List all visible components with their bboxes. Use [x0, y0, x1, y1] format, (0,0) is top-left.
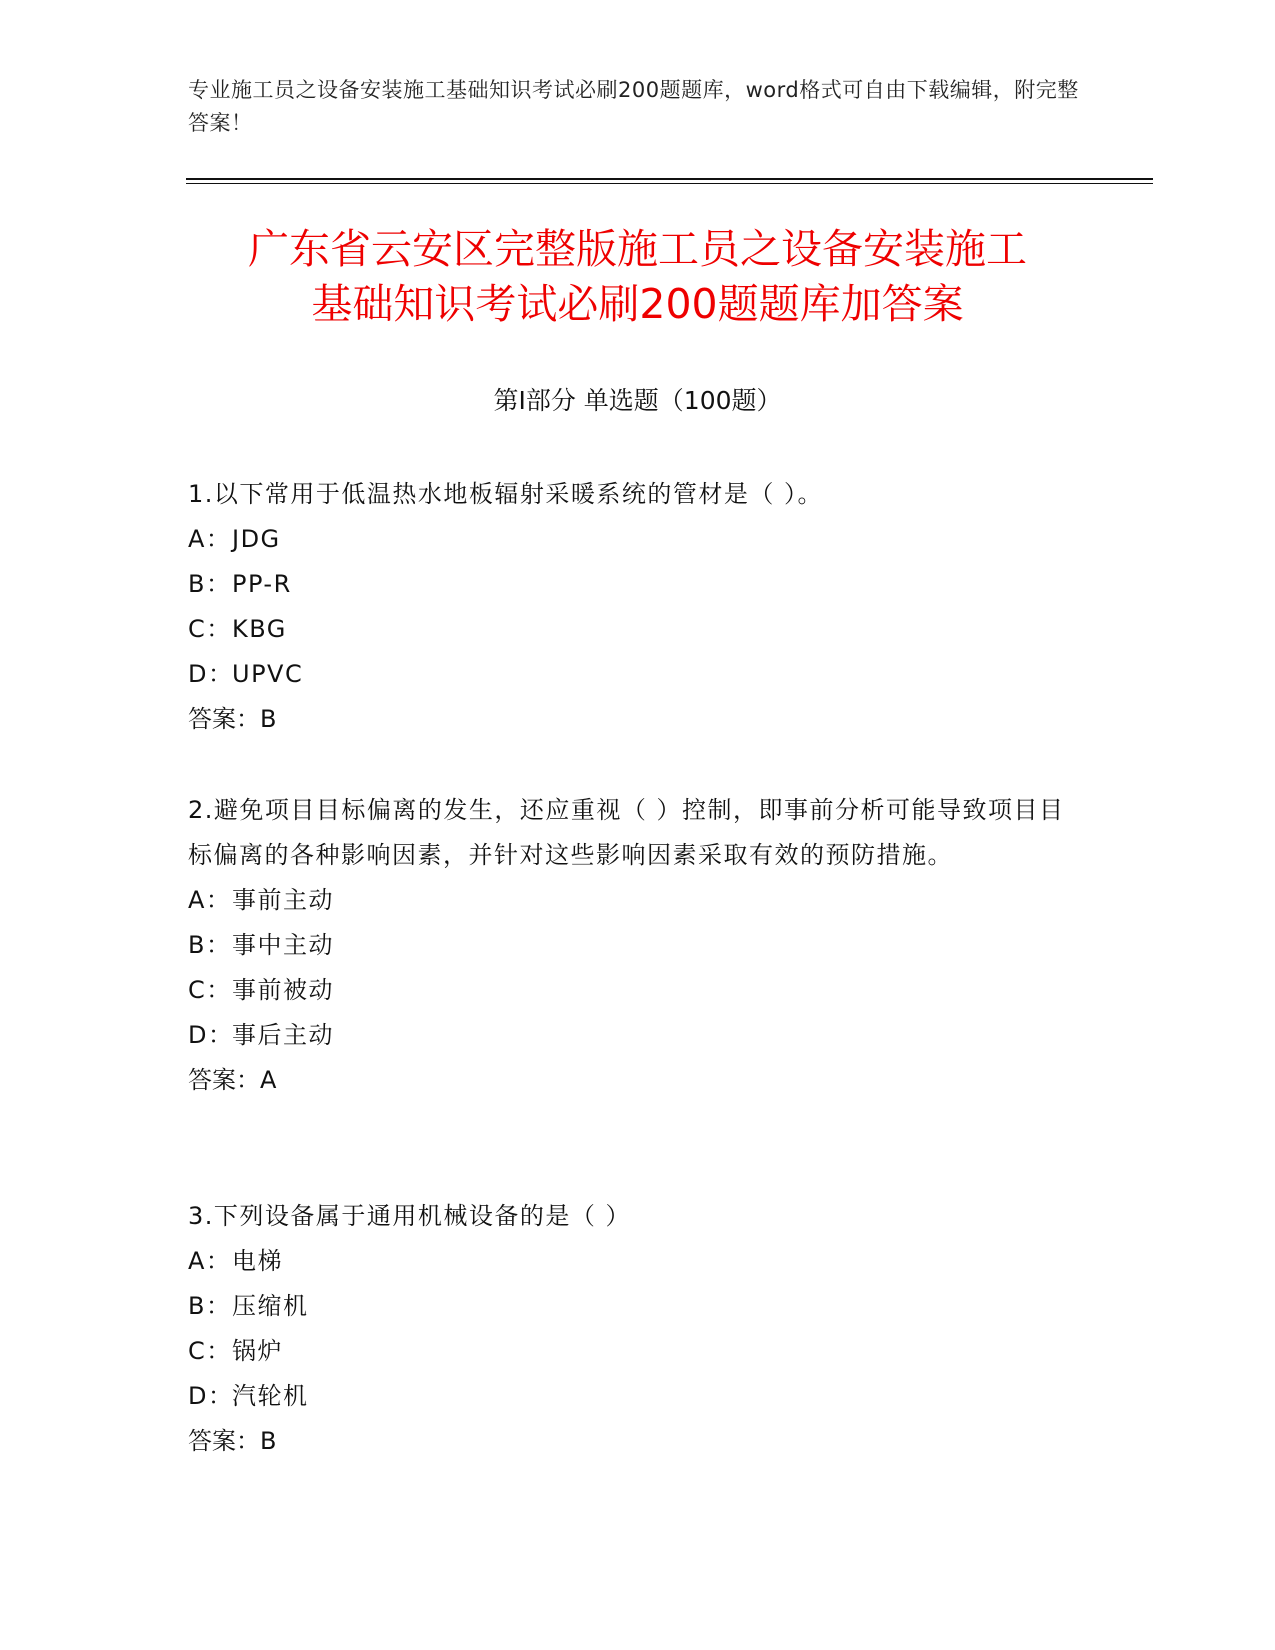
option-letter: D：: [188, 660, 234, 688]
option-text: 压缩机: [232, 1292, 309, 1320]
option-text: KBG: [232, 615, 287, 643]
option-text: 汽轮机: [232, 1382, 309, 1410]
question-option-d: [188, 1374, 1088, 1419]
option-letter: A：: [188, 525, 232, 553]
option-text: 事中主动: [232, 931, 334, 959]
option-letter: D：: [188, 1382, 234, 1410]
option-letter: B：: [188, 931, 232, 959]
question-stem: 1.以下常用于低温热水地板辐射采暖系统的管材是（ ）。: [188, 480, 824, 508]
option-text: 事前被动: [232, 976, 334, 1004]
option-text: 锅炉: [232, 1337, 283, 1365]
option-letter: C：: [188, 976, 232, 1004]
header-divider-thin: [186, 183, 1153, 184]
section-heading: 第Ⅰ部分 单选题（100题）: [493, 386, 782, 415]
question-option-a: [188, 878, 1088, 923]
header-divider-thick: [186, 178, 1153, 180]
option-text: 事后主动: [232, 1021, 334, 1049]
option-letter: A：: [188, 886, 232, 914]
question-option-c: [188, 607, 1088, 652]
option-text: 电梯: [232, 1247, 283, 1275]
question-answer: 答案：B: [188, 1427, 277, 1455]
question-option-d: [188, 1013, 1088, 1058]
option-letter: C：: [188, 1337, 232, 1365]
question-option-c: [188, 1329, 1088, 1374]
option-text: PP-R: [232, 570, 292, 598]
document-title: [150, 222, 1125, 332]
option-text: 事前主动: [232, 886, 334, 914]
option-letter: B：: [188, 570, 232, 598]
option-text: UPVC: [232, 660, 304, 688]
option-letter: D：: [188, 1021, 234, 1049]
question-stem: 3.下列设备属于通用机械设备的是（ ）: [188, 1202, 632, 1230]
header-note: 专业施工员之设备安装施工基础知识考试必刷200题题库，word格式可自由下载编辑，附完整答案！: [188, 78, 1079, 135]
question-option-b: [188, 923, 1088, 968]
option-text: JDG: [232, 525, 281, 553]
question-option-b: [188, 1284, 1088, 1329]
question-option-a: [188, 1239, 1088, 1284]
option-letter: C：: [188, 615, 232, 643]
question-option-a: [188, 517, 1088, 562]
question-answer: 答案：A: [188, 1066, 277, 1094]
question-answer: 答案：B: [188, 705, 277, 733]
question-1: [188, 472, 1088, 742]
document-title-line-2: 基础知识考试必刷200题题库加答案: [311, 280, 964, 328]
question-2: [188, 788, 1088, 1103]
question-stem: 2.避免项目目标偏离的发生，还应重视（ ）控制，即事前分析可能导致项目目标偏离的各种影响因素，并针对这些影响因素采取有效的预防措施。: [188, 796, 1065, 869]
question-option-c: [188, 968, 1088, 1013]
question-option-b: [188, 562, 1088, 607]
option-letter: A：: [188, 1247, 232, 1275]
question-3: [188, 1194, 1088, 1464]
question-option-d: [188, 652, 1088, 697]
option-letter: B：: [188, 1292, 232, 1320]
document-title-line-1: 广东省云安区完整版施工员之设备安装施工: [248, 225, 1027, 273]
